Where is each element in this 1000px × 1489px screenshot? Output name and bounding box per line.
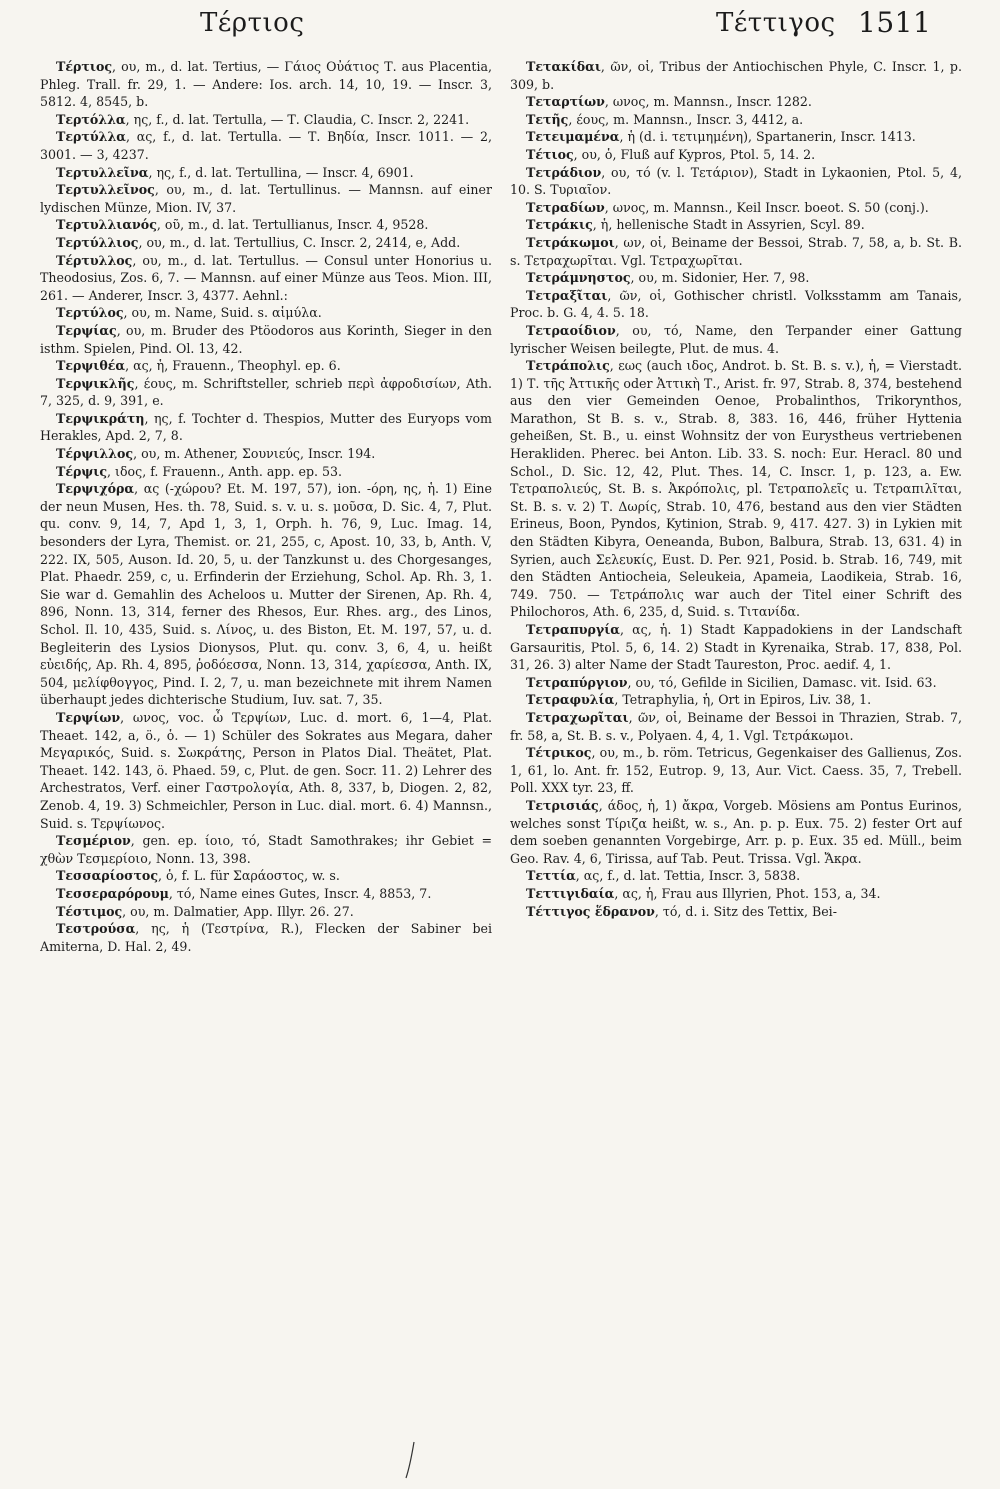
running-head-left: Τέρτιος — [200, 8, 305, 38]
entry-headword: Τέρτιος — [56, 59, 113, 74]
entry-text: , ῶν, οἱ, Beiname der Bessoi in Thrazien, Strab. 7, fr. 58, a, St. B. s. v., Polyaen. 4, 4, 1. Vgl. Τετράκωμοι. — [510, 709, 962, 743]
dictionary-entry — [40, 58, 492, 111]
left-column — [40, 58, 492, 1482]
entry-headword: Τερτυλλεῖνος — [56, 182, 155, 198]
dictionary-entry — [510, 903, 962, 921]
entry-text: , ης, ἡ (Τεστρίνα, R.), Flecken der Sabiner bei Amiterna, D. Hal. 2, 49. — [40, 921, 492, 954]
entry-headword: Τέστιμος — [56, 903, 123, 919]
entry-headword: Τεσσαρίοστος — [56, 868, 158, 884]
dictionary-entry — [510, 199, 962, 217]
entry-text: , ης, f., d. lat. Tertullina, — Inscr. 4, 6901. — [148, 164, 414, 180]
entry-headword: Τέρψις — [56, 463, 108, 479]
dictionary-entry — [40, 885, 492, 903]
entry-text: , τό, Name eines Gutes, Inscr. 4, 8853, 7. — [168, 885, 432, 901]
dictionary-entry — [40, 181, 492, 216]
entry-headword: Τεττιγιδαία — [526, 885, 615, 901]
entry-text: , ων, οἱ, Beiname der Bessoi, Strab. 7, 58, a, b. St. B. s. Τετραχωρῖται. Vgl. Τετραχωρῖται. — [510, 234, 962, 268]
entry-text: , ου, τό (v. l. Τετάριον), Stadt in Lykaonien, Ptol. 5, 4, 10. S. Τυριαῖον. — [510, 164, 962, 198]
entry-headword: Τετρισιάς — [526, 797, 599, 813]
dictionary-entry — [510, 621, 962, 674]
dictionary-entry — [510, 164, 962, 199]
entry-text: , ὁ, f. L. für Σαράοστος, w. s. — [158, 868, 340, 884]
entry-headword: Τερτύλλιος — [56, 234, 139, 250]
entry-headword: Τετράμνηστος — [526, 270, 631, 286]
dictionary-entry — [40, 128, 492, 163]
entry-text: , εως (auch ιδος, Androt. b. St. B. s. v.), ἡ, = Vierstadt. 1) Τ. τῆς Ἀττικῆς oder Ἀττικὴ Τ., Arist. fr. 97, Strab. 8, 374, bestehend aus den vier Gemeinden Oenoe, Probalinthos, Trikorynthos, Marathon, St B. s. v., Strab. 8, 383. 16, 446, früher Hyttenia geheißen, St. B., u. einst Wohnsitz der von Eurystheus vertriebenen Herakliden. Pherec. bei Anton. Lib. 33. S. noch: Eur. Heracl. 80 und Schol., D. Sic. 12, 42, Plut. Thes. 14, C. Inscr. 1, p. 123, a. Ew. Τετραπολιεύς, St. B. s. Ἀκρόπολις, pl. Τετραπολεῖς u. Τετραπιλῖται, St. B. s. v. 2) Τ. Δωρίς, Strab. 10, 476, bestand aus den vier Städten Erineus, Boon, Pyndos, Kytinion, Strab. 9, 417. 427. 3) in Lykien mit den Städten Kibyra, Oeneanda, Bubon, Balbura, Strab. 13, 631. 4) in Syrien, auch Σελευκίς, Eust. D. Per. 921, Posid. b. Strab. 16, 749, mit den Städten Antiocheia, Seleukeia, Apameia, Laodikeia, Strab. 16, 749. 750. — Τετράπολις war auch der Titel einer Schrift des Philochoros, Ath. 6, 235, d, Suid. s. Τιτανίδα. — [510, 358, 962, 620]
entry-text: , τό, d. i. Sitz des Tettix, Bei- — [654, 903, 837, 919]
dictionary-entry — [510, 867, 962, 885]
entry-text: , ου, m. Bruder des Ptöodoros aus Korinth, Sieger in den isthm. Spielen, Pind. Ol. 13, 42. — [40, 322, 492, 356]
entry-text: , ου, m., b. röm. Tetricus, Gegenkaiser des Gallienus, Zos. 1, 61, lo. Ant. fr. 152, Eutrop. 9, 13, Aur. Vict. Caess. 35, 7, Trebell. Poll. XXX tyr. 23, ff. — [510, 745, 962, 796]
dictionary-entry — [40, 375, 492, 410]
entry-text: , Tetraphylia, ἡ, Ort in Epiros, Liv. 38, 1. — [614, 692, 872, 708]
entry-text: , ας, ἡ. 1) Stadt Kappadokiens in der Landschaft Garsauritis, Ptol. 5, 6, 14. 2) Stadt in Kyrenaika, Strab. 17, 838, Pol. 31, 26. 3) alter Name der Stadt Taureston, Proc. aedif. 4, 1. — [510, 622, 962, 673]
entry-text: , gen. ep. ίοιο, τό, Stadt Samothrakes; ihr Gebiet = χθὼν Τεσμερίοιο, Nonn. 13, 398. — [40, 833, 492, 866]
entry-text: , ου, m., d. lat. Tertullius, C. Inscr. 2, 2414, e, Add. — [138, 234, 461, 250]
entry-text: , ης, f. Tochter d. Thespios, Mutter des Euryops vom Herakles, Apd. 2, 7, 8. — [40, 410, 492, 444]
entry-headword: Τεττία — [526, 868, 576, 884]
dictionary-entry — [40, 463, 492, 481]
entry-text: , ωνος, m. Mannsn., Keil Inscr. boeot. S. 50 (conj.). — [604, 199, 929, 215]
entry-headword: Τερψίας — [56, 322, 117, 338]
entry-text: , ου, τό, Gefilde in Sicilien, Damasc. vit. Isid. 63. — [627, 674, 937, 690]
dictionary-entry — [40, 216, 492, 234]
dictionary-entry — [40, 252, 492, 305]
entry-text: , ωνος, voc. ὦ Τερψίων, Luc. d. mort. 6, 1—4, Plat. Theaet. 142, a, ö., ὁ. — 1) Schüler des Sokrates aus Megara, daher Μεγαρικός, Suid. s. Σωκράτης, Person in Platos Dial. Theätet, Plat. Theaet. 142. 143, ö. Phaed. 59, c, Plut. de gen. Socr. 11. 2) Lehrer des Archestratos, Verf. einer Γαστρολογία, Ath. 8, 337, b, Diogen. 2, 82, Zenob. 4, 19. 3) Schmeichler, Person in Luc. dial. mort. 6. 4) Mannsn., Suid. s. Τερψίωνος. — [40, 709, 492, 831]
entry-text: , έους, m. Mannsn., Inscr. 3, 4412, a. — [568, 111, 804, 127]
entry-text: , ας, f., d. lat. Tertulla. — Τ. Βηδία, Inscr. 1011. — 2, 3001. — 3, 4237. — [40, 129, 492, 162]
entry-text: , ου, τό, Name, den Terpander einer Gattung lyrischer Weisen beilegte, Plut. de mus. 4. — [510, 322, 962, 356]
entry-headword: Τέρψιλλος — [56, 446, 134, 462]
entry-headword: Τεσσεραρόρουμ — [56, 885, 169, 901]
entry-text: , ας, ἡ, Frauenn., Theophyl. ep. 6. — [125, 358, 341, 374]
entry-headword: Τετειμαμένα — [526, 129, 620, 145]
entry-headword: Τερψικράτη — [56, 410, 145, 426]
dictionary-entry — [40, 480, 492, 709]
entry-headword: Τέτιος — [526, 146, 574, 162]
dictionary-entry — [510, 709, 962, 744]
dictionary-entry — [510, 111, 962, 129]
entry-headword: Τετράκις — [526, 217, 593, 233]
dictionary-entry — [40, 357, 492, 375]
entry-headword: Τεστρούσα — [56, 921, 136, 937]
entry-headword: Τετράδιον — [526, 164, 602, 180]
dictionary-entry — [510, 93, 962, 111]
entry-headword: Τερψίων — [56, 709, 121, 725]
entry-headword: Τετῆς — [526, 111, 569, 127]
entry-headword: Τετράπολις — [526, 358, 610, 374]
dictionary-entry — [40, 903, 492, 921]
entry-text: , ἡ, hellenische Stadt in Assyrien, Scyl. 89. — [592, 217, 865, 233]
entry-text: , ου, ὁ, Fluß auf Kypros, Ptol. 5, 14. 2. — [573, 146, 816, 162]
dictionary-entry — [510, 322, 962, 357]
dictionary-entry — [510, 146, 962, 164]
entry-text: , ου, m. Name, Suid. s. αἱμύλα. — [123, 305, 322, 321]
entry-text: , ου, m., d. lat. Tertius, — Γάιος Οὐάτιος Τ. aus Placentia, Phleg. Trall. fr. 29, 1. — Andere: Ios. arch. 14, 10, 19. — Inscr. 3, 5812. 4, 8545, b. — [40, 59, 492, 110]
entry-text: , ας, ἡ, Frau aus Illyrien, Phot. 153, a, 34. — [614, 885, 881, 901]
entry-headword: Τετακίδαι — [526, 59, 601, 74]
entry-text: , οῦ, m., d. lat. Tertullianus, Inscr. 4, 9528. — [156, 217, 429, 233]
running-head-right: Τέττιγος — [716, 8, 836, 38]
entry-text: , ου, m. Sidonier, Her. 7, 98. — [630, 270, 810, 286]
entry-text: , ιδος, f. Frauenn., Anth. app. ep. 53. — [107, 463, 343, 479]
dictionary-entry — [510, 128, 962, 146]
dictionary-entry — [40, 322, 492, 357]
entry-text: , άδος, ἡ, 1) ἄκρα, Vorgeb. Mösiens am Pontus Eurinos, welches sonst Τίριζα heißt, w. s., An. p. p. Eux. 75. 2) fester Ort auf dem soeben genannten Vorgebirge, Arr. p. p. Eux. 35 ed. Müll., beim Geo. Rav. 4, 6, Tirissa, auf Tab. Peut. Trissa. Vgl. Ἄκρα. — [510, 797, 962, 866]
entry-text: , ας, f., d. lat. Tettia, Inscr. 3, 5838. — [575, 868, 801, 884]
entry-text: , ου, m., d. lat. Tertullinus. — Mannsn. auf einer lydischen Münze, Mion. IV, 37. — [40, 182, 492, 215]
dictionary-entry — [510, 287, 962, 322]
entry-headword: Τετραχωρῖται — [526, 709, 629, 725]
dictionary-entry — [510, 744, 962, 797]
entry-headword: Τεσμέριον — [56, 833, 131, 849]
dictionary-entry — [510, 58, 962, 93]
entry-headword: Τερτυλλιανός — [56, 217, 157, 233]
dictionary-entry — [510, 234, 962, 269]
entry-headword: Τεταρτίων — [526, 94, 605, 110]
entry-headword: Τερψιχόρα — [56, 481, 135, 497]
entry-headword: Τετραοίδιον — [526, 322, 616, 338]
entry-text: , ου, m. Dalmatier, App. Illyr. 26. 27. — [122, 903, 354, 919]
entry-text: , έους, m. Schriftsteller, schrieb περὶ ἀφροδισίων, Ath. 7, 325, d. 9, 391, e. — [40, 375, 492, 409]
dictionary-entry — [510, 691, 962, 709]
dictionary-entry — [40, 920, 492, 955]
entry-headword: Τερτύλλα — [56, 129, 126, 145]
entry-headword: Τερτύλος — [56, 305, 124, 321]
entry-text: , ου, m. Athener, Σουνιεύς, Inscr. 194. — [133, 446, 376, 462]
entry-headword: Τετραπυργία — [526, 622, 620, 637]
entry-headword: Τέτρικος — [526, 745, 592, 761]
entry-headword: Τέττιγος ἕδρανον — [526, 903, 655, 919]
entry-text: , ου, m., d. lat. Tertullus. — Consul unter Honorius u. Theodosius, Zos. 6, 7. — Mannsn. auf einer Münze aus Teos. Mion. III, 261. — Anderer, Inscr. 3, 4377. Aehnl.: — [40, 252, 492, 303]
entry-headword: Τερτυλλεῖνα — [56, 164, 149, 180]
dictionary-entry — [40, 709, 492, 832]
entry-headword: Τέρτυλλος — [56, 252, 133, 268]
entry-headword: Τερψικλῆς — [56, 375, 135, 391]
dictionary-entry — [510, 357, 962, 621]
entry-headword: Τερτόλλα — [56, 111, 126, 127]
dictionary-entry — [510, 269, 962, 287]
entry-text: , ας (-χώρου? Et. M. 197, 57), ion. -όρη, ης, ἡ. 1) Eine der neun Musen, Hes. th. 78, Suid. s. v. u. s. μοῦσα, D. Sic. 4, 7, Plut. qu. conv. 9, 14, 7, Apd 1, 3, 1, Orph. h. 76, 9, Luc. Imag. 14, besonders der Lyra, Themist. or. 21, 255, c, Apost. 10, 33, b, Anth. V, 222. IX, 505, Auson. Id. 20, 5, u. der Tanzkunst u. des Chorgesanges, Plat. Phaedr. 259, c, u. Erfinderin der Erziehung, Schol. Ap. Rh. 3, 1. Sie war d. Gemahlin des Acheloos u. Mutter der Sirenen, Ap. Rh. 4, 896, Nonn. 13, 314, ferner des Rhesos, Eur. Rhes. arg., des Linos, Schol. Il. 10, 435, Suid. s. Λίνος, u. des Biston, Et. M. 197, 57, u. d. Begleiterin des Lysios Dionysos, Plut. qu. conv. 3, 6, 4, u. heißt εὐειδής, Ap. Rh. 4, 895, ῥοδόεσσα, Nonn. 13, 314, χαρίεσσα, Anth. IX, 504, μελίφθογγος, Pind. I. 2, 7, u. man bezeichnete mit ihrem Namen überhaupt jedes dichterische Studium, Iuv. sat. 7, 35. — [40, 481, 492, 708]
pen-mark — [400, 1440, 420, 1480]
entry-headword: Τετράκωμοι — [526, 234, 615, 250]
dictionary-entry — [40, 304, 492, 322]
dictionary-entry — [510, 885, 962, 903]
dictionary-entry — [40, 867, 492, 885]
dictionary-entry — [510, 674, 962, 692]
entry-text: , ῶν, οἱ, Gothischer christl. Volksstamm am Tanais, Proc. b. G. 4, 4. 5. 18. — [510, 287, 962, 321]
dictionary-entry — [40, 111, 492, 129]
entry-text: , ἡ (d. i. τετιμημένη), Spartanerin, Inscr. 1413. — [619, 129, 916, 145]
entry-text: , ωνος, m. Mannsn., Inscr. 1282. — [604, 94, 812, 110]
dictionary-entry — [40, 445, 492, 463]
entry-headword: Τετραφυλία — [526, 692, 615, 708]
right-column — [510, 58, 962, 1482]
entry-text: , ῶν, οἱ, Tribus der Antiochischen Phyle, C. Inscr. 1, p. 309, b. — [510, 59, 962, 92]
entry-headword: Τερψιθέα — [56, 358, 126, 374]
dictionary-entry — [40, 164, 492, 182]
entry-text: , ης, f., d. lat. Tertulla, — Τ. Claudia, C. Inscr. 2, 2241. — [125, 111, 470, 127]
page-number: 1511 — [858, 6, 932, 39]
entry-headword: Τετραπύργιον — [526, 674, 628, 690]
entry-headword: Τετραξῖται — [526, 287, 608, 303]
entry-headword: Τετραδίων — [526, 199, 605, 215]
dictionary-entry — [40, 410, 492, 445]
dictionary-entry — [40, 234, 492, 252]
dictionary-entry — [40, 832, 492, 867]
dictionary-entry — [510, 216, 962, 234]
dictionary-entry — [510, 797, 962, 867]
